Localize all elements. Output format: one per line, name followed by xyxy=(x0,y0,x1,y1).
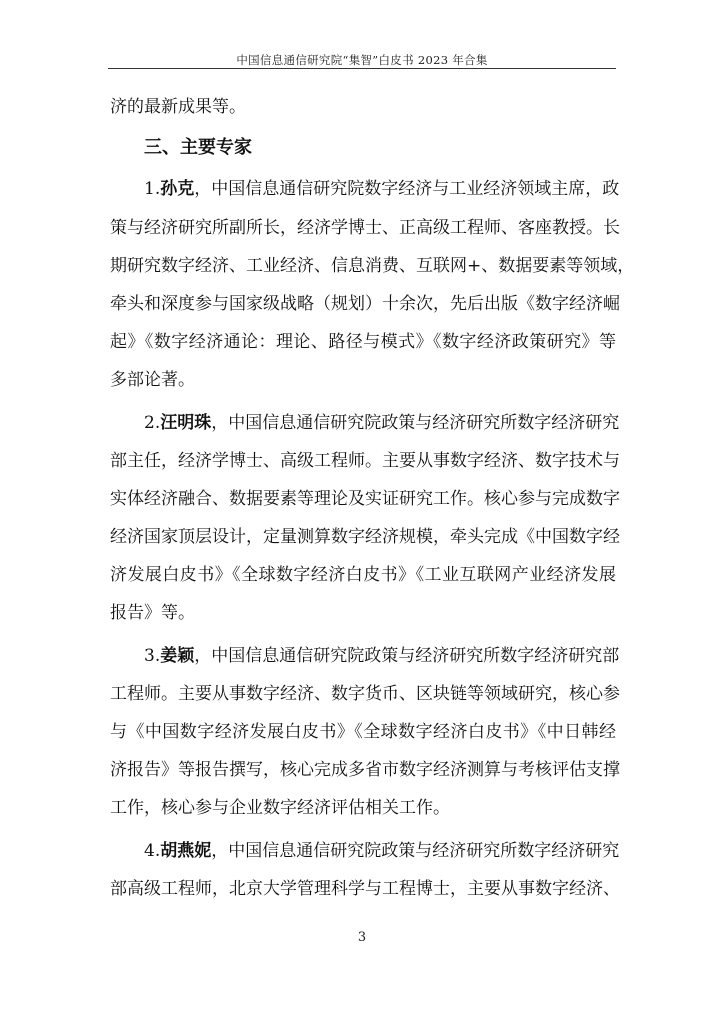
page-header: 中国信息通信研究院“集智”白皮书 2023 年合集 xyxy=(236,53,488,67)
paragraph-line: 牵头和深度参与国家级战略（规划）十余次，先后出版《数字经济崛 xyxy=(110,293,620,314)
paragraph-line: 策与经济研究所副所长，经济学博士、正高级工程师、客座教授。长 xyxy=(110,217,620,238)
expert-number: 3. xyxy=(144,645,161,666)
paragraph-line: 报告》等。 xyxy=(110,603,195,624)
expert-intro-text: ，中国信息通信研究院政策与经济研究所数字经济研究部 xyxy=(194,645,620,666)
expert-number: 2. xyxy=(144,412,161,433)
expert-first-line xyxy=(110,637,620,675)
paragraph-line: 实体经济融合、数据要素等理论及实证研究工作。核心参与完成数字 xyxy=(110,488,620,509)
expert-intro-text: ，中国信息通信研究院政策与经济研究所数字经济研究 xyxy=(211,412,620,433)
paragraph-line: 济发展白皮书》《全球数字经济白皮书》《工业互联网产业经济发展 xyxy=(110,565,616,586)
paragraph-line: 多部论著。 xyxy=(110,370,195,391)
expert-number: 1. xyxy=(144,179,161,200)
expert-intro-text: ，中国信息通信研究院政策与经济研究所数字经济研究 xyxy=(211,840,620,861)
paragraph-line: 起》《数字经济通论：理论、路径与模式》《数字经济政策研究》等 xyxy=(110,332,616,353)
expert-name: 胡燕妮 xyxy=(160,840,212,861)
expert-intro-text: ，中国信息通信研究院数字经济与工业经济领域主席，政 xyxy=(194,179,620,200)
header-divider xyxy=(108,68,616,69)
expert-number: 4. xyxy=(144,840,161,861)
paragraph-line: 济报告》等报告撰写，核心完成多省市数字经济测算与考核评估支撑 xyxy=(110,760,620,781)
paragraph-line: 部主任，经济学博士、高级工程师。主要从事数字经济、数字技术与 xyxy=(110,450,620,471)
expert-paragraph-3 xyxy=(110,637,620,828)
expert-first-line xyxy=(110,404,620,442)
paragraph-line: 与《中国数字经济发展白皮书》《全球数字经济白皮书》《中日韩经 xyxy=(110,722,616,742)
intro-line: 济的最新成果等。 xyxy=(110,97,246,117)
paragraph-line: 经济国家顶层设计，定量测算数字经济规模，牵头完成《中国数字经 xyxy=(110,527,620,548)
expert-paragraph-2 xyxy=(110,404,620,633)
paragraph-line: 工程师。主要从事数字经济、数字货币、区块链等领域研究，核心参 xyxy=(110,683,620,704)
paragraph-line: 期研究数字经济、工业经济、信息消费、互联网+、数据要素等领域， xyxy=(110,255,635,276)
expert-name: 孙克 xyxy=(160,179,195,200)
page-number: 3 xyxy=(357,930,367,945)
document-body xyxy=(110,88,635,912)
expert-name: 姜颖 xyxy=(160,645,195,666)
paragraph-line: 部高级工程师，北京大学管理科学与工程博士，主要从事数字经济、 xyxy=(110,878,620,899)
expert-paragraph-4 xyxy=(110,832,620,908)
expert-name: 汪明珠 xyxy=(160,412,212,433)
paragraph-line: 工作，核心参与企业数字经济评估相关工作。 xyxy=(110,798,450,819)
section-heading: 三、主要专家 xyxy=(144,137,252,159)
expert-first-line xyxy=(110,170,620,208)
expert-paragraph-1 xyxy=(110,170,635,399)
expert-first-line xyxy=(110,832,620,870)
